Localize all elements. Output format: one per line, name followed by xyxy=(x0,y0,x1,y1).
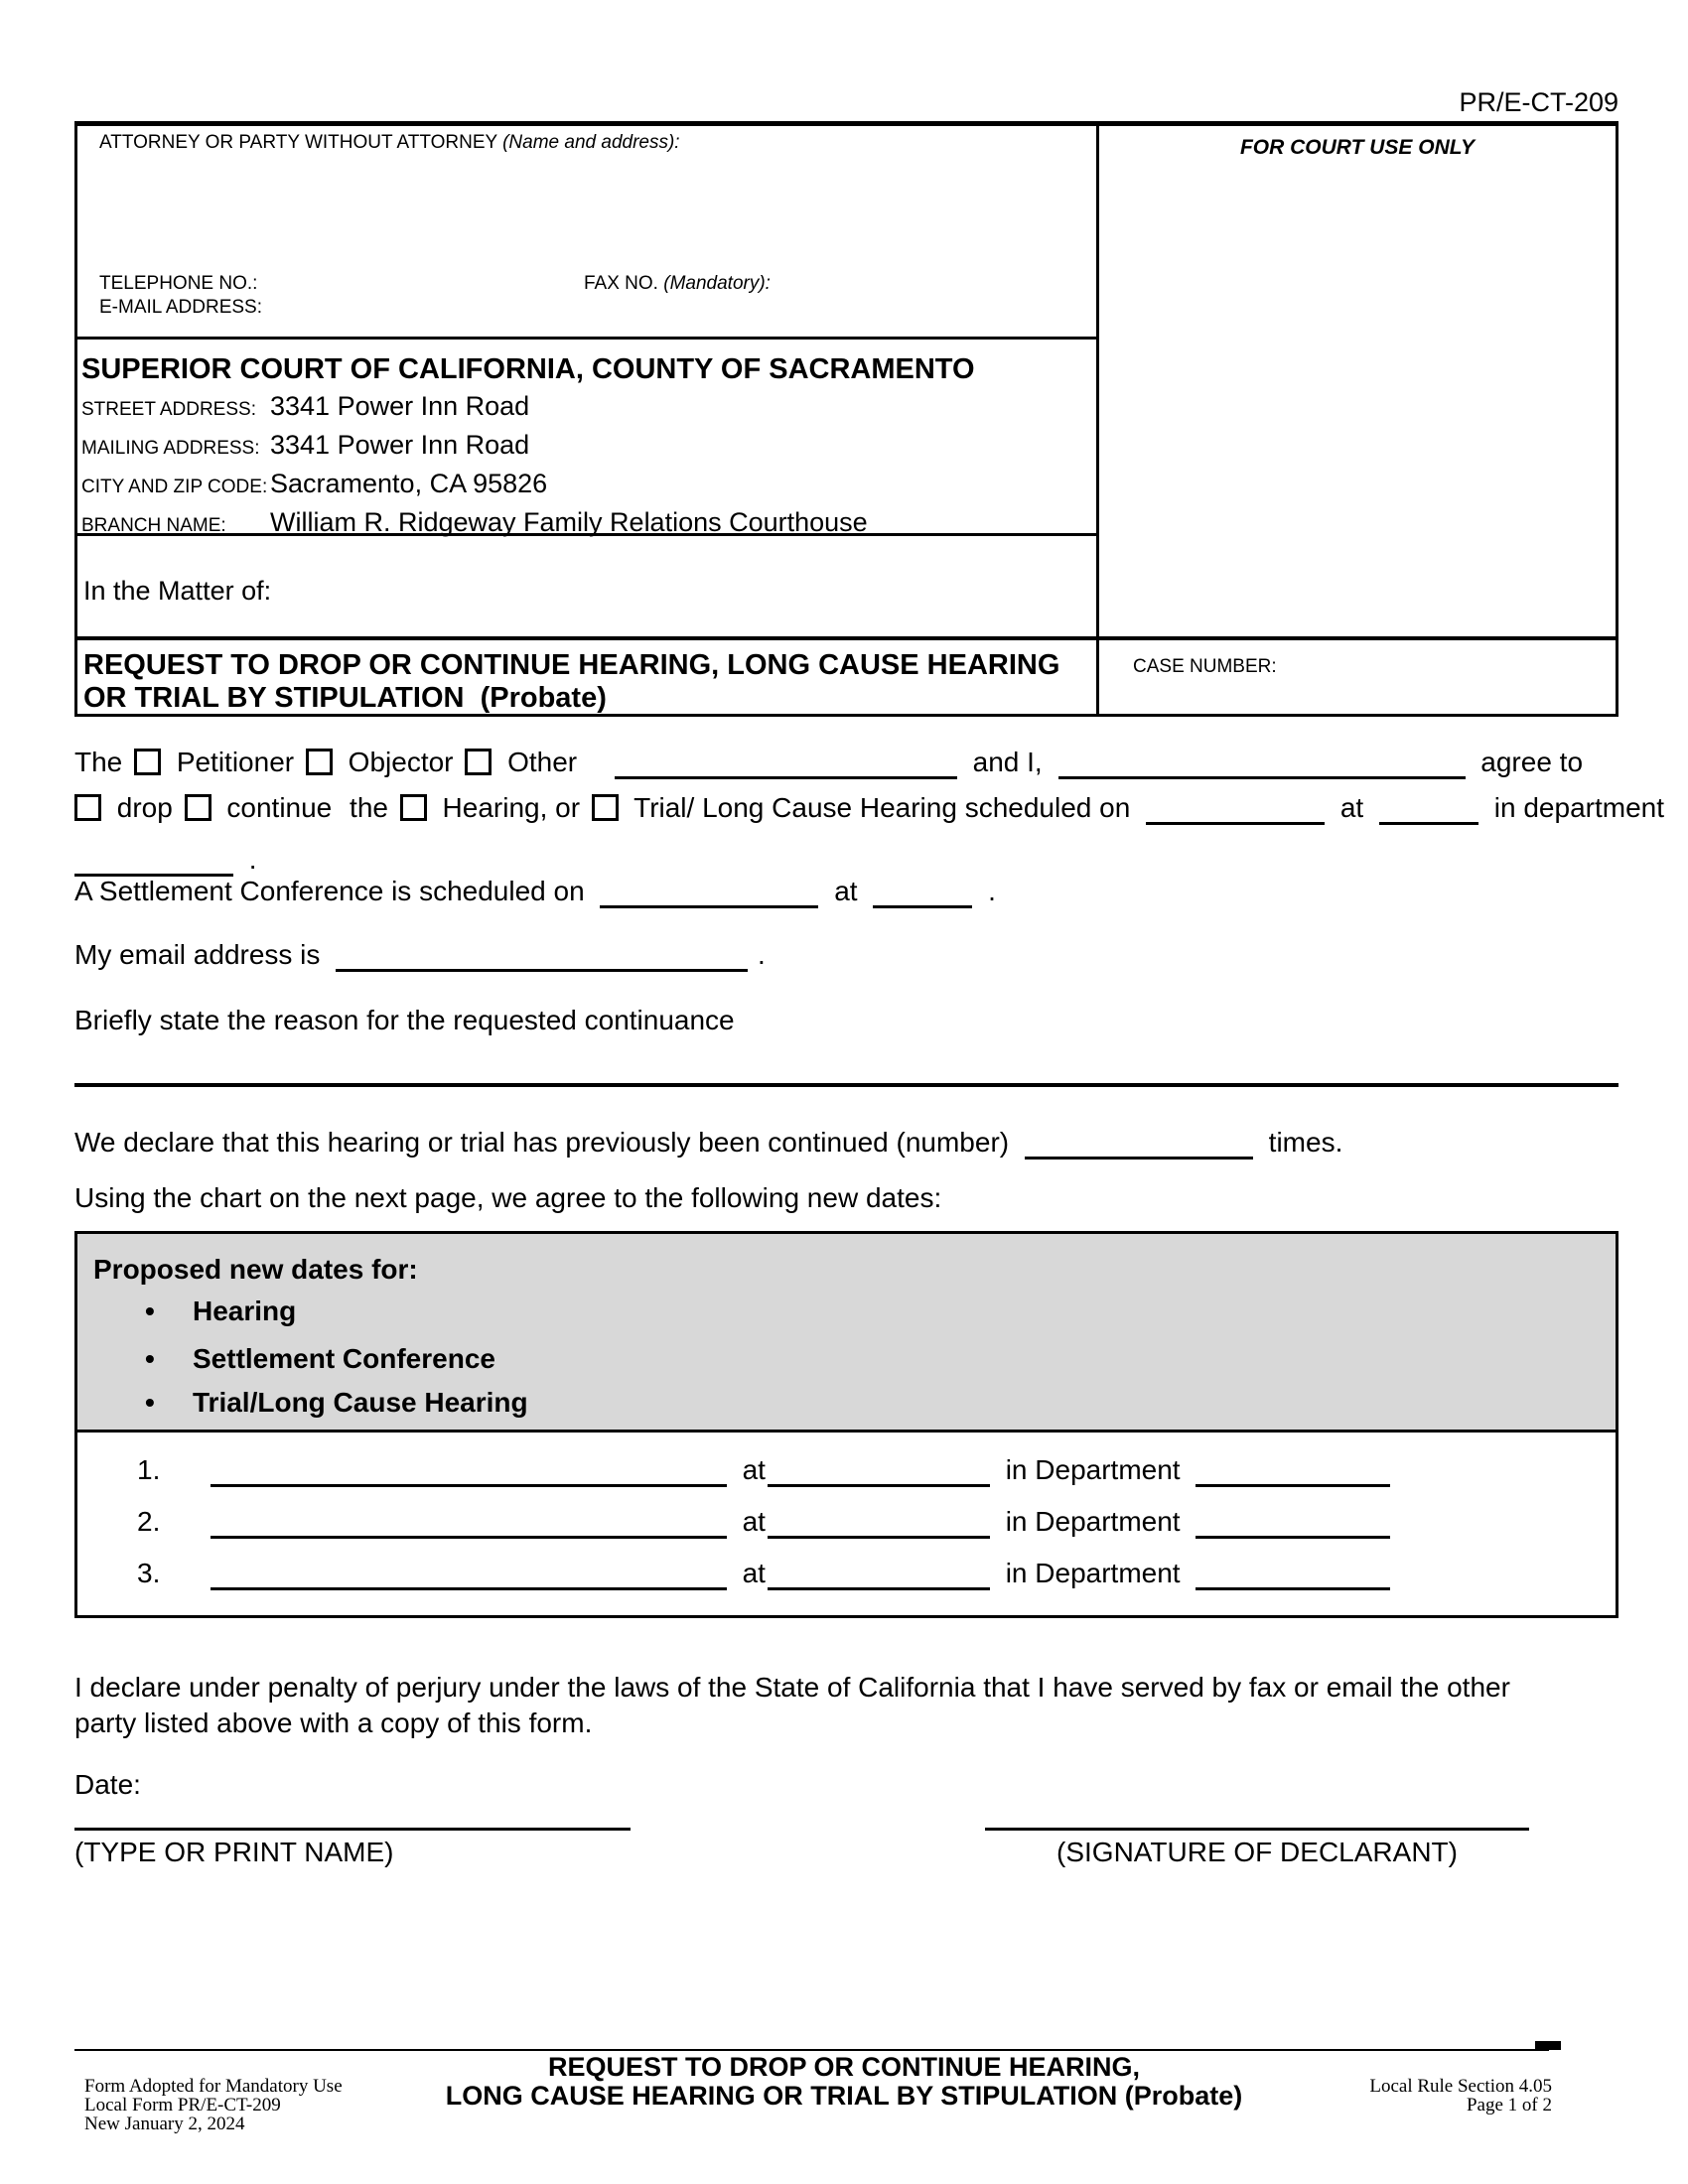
proposed-row-3 xyxy=(137,1558,1398,1590)
branch-name-label: BRANCH NAME: xyxy=(81,515,226,536)
court-use-cell xyxy=(1096,126,1616,636)
continue-checkbox[interactable] xyxy=(185,794,211,821)
settlement-date-field[interactable] xyxy=(600,876,818,908)
street-address-row xyxy=(81,391,529,422)
scheduled-time-field[interactable] xyxy=(1379,792,1478,825)
at-label-2: at xyxy=(834,876,858,906)
proposed-dates-box xyxy=(74,1231,1618,1618)
street-address-label: STREET ADDRESS: xyxy=(81,399,256,420)
form-title-cell xyxy=(77,636,1096,715)
at-label-1: at xyxy=(1339,792,1364,823)
drop-label: drop xyxy=(116,792,173,823)
court-address-cell xyxy=(77,337,1096,537)
bullet-item-hearing: • Hearing xyxy=(145,1296,297,1326)
matter-label: In the Matter of: xyxy=(83,576,272,606)
continued-line xyxy=(74,1120,1342,1165)
in-department-label: in Department xyxy=(1005,1454,1181,1485)
print-name-label: (TYPE OR PRINT NAME) xyxy=(74,1837,394,1867)
city-zip-value: Sacramento, CA 95826 xyxy=(270,469,548,498)
petitioner-checkbox[interactable] xyxy=(134,749,161,775)
footer-form-info xyxy=(84,2077,343,2133)
row-number: 1. xyxy=(137,1454,161,1485)
footer-rule-line: Local Rule Section 4.05 xyxy=(1369,2076,1552,2097)
print-name-field[interactable] xyxy=(74,1828,631,1831)
matter-cell[interactable] xyxy=(77,533,1096,636)
proposed-department-3-field[interactable] xyxy=(1196,1558,1390,1590)
footer-revision-line: New January 2, 2024 xyxy=(84,2114,245,2134)
stipulation-line2 xyxy=(74,785,1664,831)
at-label: at xyxy=(742,1506,766,1537)
mailing-address-label: MAILING ADDRESS: xyxy=(81,438,260,459)
email-address-field[interactable] xyxy=(336,939,748,972)
footer-local-form-line: Local Form PR/E-CT-209 xyxy=(84,2095,281,2116)
proposed-time-3-field[interactable] xyxy=(768,1558,990,1590)
caption-box xyxy=(74,121,1618,717)
continue-label: continue xyxy=(226,792,333,823)
email-label: E-MAIL ADDRESS: xyxy=(99,297,263,318)
telephone-label: TELEPHONE NO.: xyxy=(99,273,258,294)
drop-checkbox[interactable] xyxy=(74,794,101,821)
footer-dash xyxy=(1535,2041,1561,2050)
period-3: . xyxy=(757,939,766,970)
email-text: My email address is xyxy=(74,939,321,970)
form-number: PR/E-CT-209 xyxy=(1459,87,1618,117)
proposed-department-2-field[interactable] xyxy=(1196,1506,1390,1539)
attorney-label: ATTORNEY OR PARTY WITHOUT ATTORNEY (Name and address): xyxy=(99,132,680,153)
continued-number-field[interactable] xyxy=(1025,1127,1253,1160)
footer-rule-info xyxy=(1369,2077,1552,2115)
proposed-row-2 xyxy=(137,1506,1398,1539)
row-number: 3. xyxy=(137,1558,161,1588)
reason-label: Briefly state the reason for the requested continuance xyxy=(74,1005,735,1035)
date-label: Date: xyxy=(74,1769,141,1800)
the-label: The xyxy=(74,747,123,777)
city-zip-label: CITY AND ZIP CODE: xyxy=(81,477,268,497)
footer-title-line1: REQUEST TO DROP OR CONTINUE HEARING, xyxy=(547,2052,1141,2082)
in-department-label: in department xyxy=(1493,792,1664,823)
bullet-item-settlement-conference: • Settlement Conference xyxy=(145,1343,495,1374)
form-title-line2: OR TRIAL BY STIPULATION (Probate) xyxy=(83,682,607,714)
period-2: . xyxy=(988,876,996,906)
trial-checkbox[interactable] xyxy=(592,794,619,821)
other-checkbox[interactable] xyxy=(465,749,492,775)
perjury-declaration: I declare under penalty of perjury under the laws of the State of California that I have served by fax or email the other party listed above with a copy of this form. xyxy=(74,1672,1510,1738)
signature-declarant-label: (SIGNATURE OF DECLARANT) xyxy=(1056,1837,1458,1867)
signature-field[interactable] xyxy=(985,1828,1529,1831)
footer-page-number: Page 1 of 2 xyxy=(1466,2095,1552,2116)
footer-title-line2: LONG CAUSE HEARING OR TRIAL BY STIPULATION (Probate) xyxy=(445,2081,1243,2111)
scheduled-date-field[interactable] xyxy=(1146,792,1325,825)
continued-text: We declare that this hearing or trial has previously been continued (number) xyxy=(74,1127,1010,1158)
bullet-item-trial: • Trial/Long Cause Hearing xyxy=(145,1387,528,1418)
chart-intro: Using the chart on the next page, we agree to the following new dates: xyxy=(74,1182,942,1213)
at-label: at xyxy=(742,1454,766,1485)
settlement-time-field[interactable] xyxy=(873,876,972,908)
proposed-dates-rows xyxy=(77,1433,1616,1615)
form-title-line1: REQUEST TO DROP OR CONTINUE HEARING, LONG CAUSE HEARING xyxy=(83,649,1060,681)
hearing-or-label: Hearing, or xyxy=(442,792,581,823)
petitioner-label: Petitioner xyxy=(176,747,295,777)
bullet-icon: • xyxy=(145,1387,155,1418)
city-zip-row xyxy=(81,469,547,499)
case-number-label: CASE NUMBER: xyxy=(1133,656,1277,677)
proposed-heading: Proposed new dates for: xyxy=(93,1254,418,1285)
settlement-text: A Settlement Conference is scheduled on xyxy=(74,876,585,906)
court-name: SUPERIOR COURT OF CALIFORNIA, COUNTY OF SACRAMENTO xyxy=(81,353,975,385)
stipulation-line1 xyxy=(74,740,1623,785)
proposed-time-2-field[interactable] xyxy=(768,1506,990,1539)
period-1: . xyxy=(248,844,257,875)
proposed-dates-header xyxy=(77,1234,1616,1433)
proposed-row-1 xyxy=(137,1454,1398,1487)
hearing-checkbox[interactable] xyxy=(400,794,427,821)
other-party-field[interactable] xyxy=(615,747,957,779)
street-address-value: 3341 Power Inn Road xyxy=(270,391,530,421)
at-label: at xyxy=(742,1558,766,1588)
email-line xyxy=(74,932,766,978)
mailing-address-row xyxy=(81,430,529,461)
in-department-label: in Department xyxy=(1005,1558,1181,1588)
mailing-address-value: 3341 Power Inn Road xyxy=(270,430,530,460)
stipulation-paragraph xyxy=(74,740,1664,883)
in-department-label: in Department xyxy=(1005,1506,1181,1537)
branch-name-value: William R. Ridgeway Family Relations Courthouse xyxy=(270,507,868,537)
agree-to-label: agree to xyxy=(1480,747,1584,777)
objector-checkbox[interactable] xyxy=(306,749,333,775)
proposed-date-1-field[interactable] xyxy=(211,1454,727,1487)
court-use-label: FOR COURT USE ONLY xyxy=(1239,136,1476,159)
proposed-time-1-field[interactable] xyxy=(768,1454,990,1487)
reason-field[interactable] xyxy=(74,1083,1618,1087)
settlement-line xyxy=(74,869,996,914)
times-label: times. xyxy=(1268,1127,1343,1158)
other-label: Other xyxy=(507,747,578,777)
objector-label: Objector xyxy=(348,747,454,777)
attorney-cell[interactable] xyxy=(77,126,1096,337)
and-i-label: and I, xyxy=(972,747,1043,777)
declarant-name-field[interactable] xyxy=(1058,747,1466,779)
bullet-icon: • xyxy=(145,1296,155,1326)
fax-label: FAX NO. (Mandatory): xyxy=(584,273,771,294)
the2-label: the xyxy=(350,792,388,823)
footer-adopted-line: Form Adopted for Mandatory Use xyxy=(84,2076,343,2097)
case-number-cell[interactable] xyxy=(1096,636,1616,715)
row-number: 2. xyxy=(137,1506,161,1537)
proposed-date-3-field[interactable] xyxy=(211,1558,727,1590)
trial-scheduled-label: Trial/ Long Cause Hearing scheduled on xyxy=(633,792,1131,823)
footer-divider xyxy=(74,2049,1549,2051)
proposed-department-1-field[interactable] xyxy=(1196,1454,1390,1487)
bullet-icon: • xyxy=(145,1343,155,1374)
proposed-date-2-field[interactable] xyxy=(211,1506,727,1539)
